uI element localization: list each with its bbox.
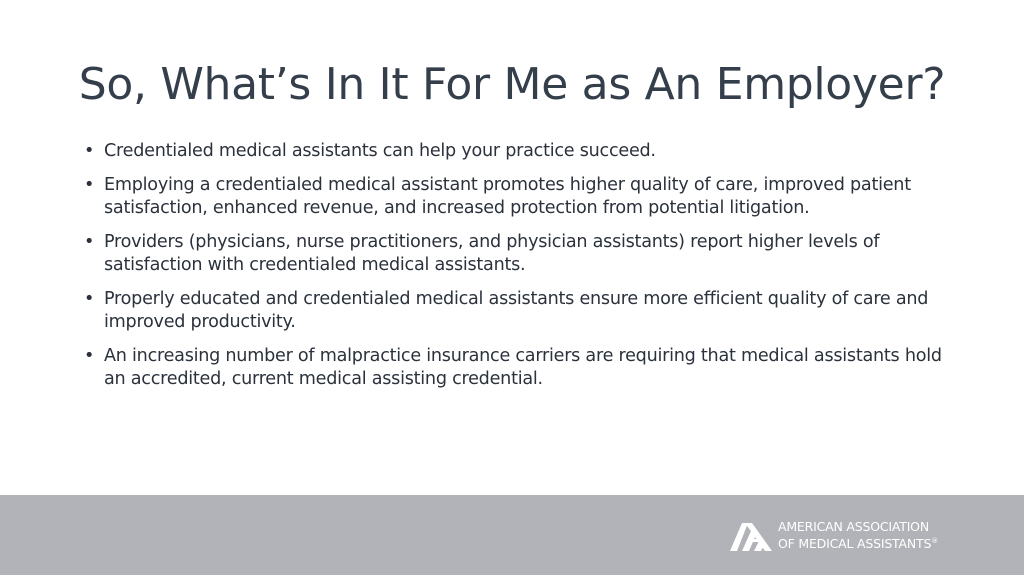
bullet-text: Employing a credentialed medical assistant promotes higher quality of care, improved patient satisfaction, enhanced revenue, and increased protection from potential litigation. (104, 174, 911, 218)
bullet-text: Credentialed medical assistants can help your practice succeed. (104, 141, 656, 161)
bullet-text: Providers (physicians, nurse practitioners, and physician assistants) report higher levels of satisfaction with credentialed medical assistants. (104, 231, 880, 275)
bullet-marker: • (84, 288, 95, 309)
logo-line-2 (778, 534, 938, 551)
bullet-marker: • (84, 345, 95, 366)
bullet-list (84, 140, 944, 402)
bullet-item (84, 174, 944, 221)
bullet-marker: • (84, 174, 95, 195)
bullet-marker: • (84, 231, 95, 252)
registered-mark: ® (931, 537, 939, 546)
logo-wordmark (778, 520, 938, 551)
aama-logo-mark-icon (728, 519, 774, 553)
bullet-item (84, 345, 944, 392)
logo-line-1: AMERICAN ASSOCIATION (778, 519, 929, 535)
bullet-item (84, 231, 944, 278)
bullet-text: Properly educated and credentialed medical assistants ensure more efficient quality of care and improved productivity. (104, 288, 929, 332)
bullet-marker: • (84, 141, 95, 161)
slide-title: So, What’s In It For Me as An Employer? (78, 59, 946, 110)
bullet-text: An increasing number of malpractice insurance carriers are requiring that medical assistants hold an accredited, current medical assisting credential. (104, 345, 942, 389)
bullet-item (84, 140, 944, 164)
logo-line-2-text: OF MEDICAL ASSISTANTS (778, 536, 932, 552)
aama-logo (728, 518, 938, 554)
bullet-item (84, 288, 944, 335)
